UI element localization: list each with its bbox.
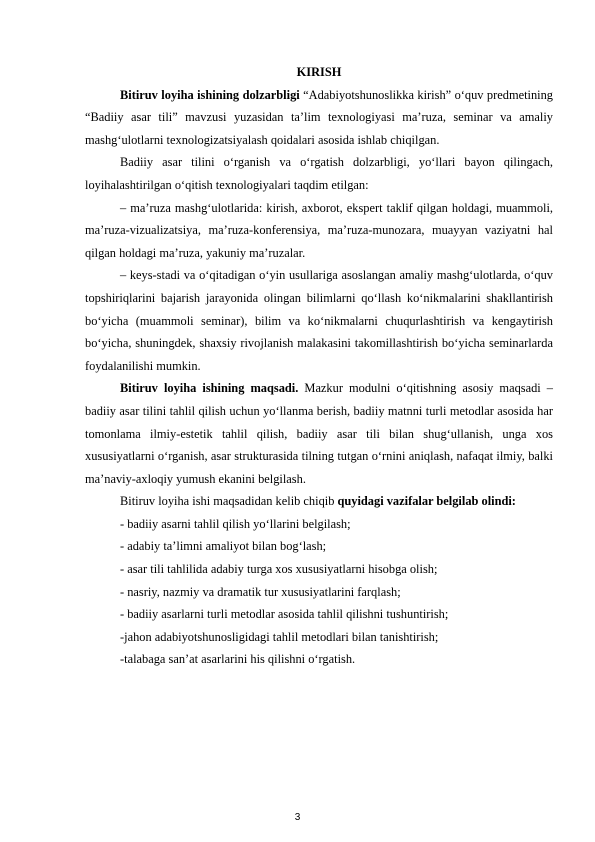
list-item: -talabaga san’at asarlarini his qilishni o‘rgatish.	[120, 652, 356, 667]
relevance-text: “Adabiyotshunoslikka kirish” o‘quv predmetining “Badiiy asar tili” mavzusi yuzasidan ta’lim texnologiyasi ma’ruza, seminar va amaliy mashg‘ulotlarni texnologizatsiyalash qoidalari asosida ishlab chiqilgan.	[85, 87, 553, 147]
paragraph-tasks-intro	[85, 490, 553, 513]
paragraph-lectures: – ma’ruza mashg‘ulotlarida: kirish, axborot, ekspert taklif qilgan holdagi, muammoli, ma’ruza-vizualizatsiya, ma’ruza-konferensiya, ma’ruza-munozara, muayyan vaziyatni hal qilgan holdagi ma’ruza, yakuniy ma’ruzalar.	[85, 200, 553, 260]
list-item: - nasriy, nazmiy va dramatik tur xususiyatlarini farqlash;	[120, 584, 401, 599]
paragraph-case-study: – keys-stadi va o‘qitadigan o‘yin usullariga asoslangan amaliy mashg‘ulotlarda, o‘quv topshiriqlarini bajarish jarayonida olingan bilimlarni qo‘llash ko‘nikmalarini shakllantirish bo‘yicha (muammoli seminar), bilim va ko‘nikmalarni chuqurlashtirish va kengaytirish bo‘yicha, shuningdek, shaxsiy rivojlanish malakasini takomillashtirish bo‘yicha seminarlarda foydalanilishi mumkin.	[85, 268, 553, 373]
list-item: - asar tili tahlilida adabiy turga xos xususiyatlarni hisobga olish;	[120, 562, 438, 577]
paragraph-goal	[85, 377, 553, 490]
goal-text: Mazkur modulni o‘qitishning asosiy maqsadi – badiiy asar tilini tahlil qilish uchun yo‘llanma berish, badiiy matnni turli metodlar asosida har tomonlama ilmiy-estetik tahlil qilish, badiiy asar tili bilan shug‘ullanish, unga xos xususiyatlarni o‘rganish, asar strukturasida tilning tutgan o‘rnini aniqlash, nafaqat ilmiy, balki ma’naviy-axloqiy yumush ekanini belgilash.	[85, 381, 553, 486]
goal-heading: Bitiruv loyiha ishining maqsadi.	[120, 381, 299, 396]
tasks-intro-bold: quyidagi vazifalar belgilab olindi:	[337, 494, 516, 509]
document-body	[85, 61, 553, 671]
list-item: - badiiy asarlarni turli metodlar asosida tahlil qilishni tushuntirish;	[120, 607, 449, 622]
relevance-heading: Bitiruv loyiha ishining dolzarbligi	[120, 87, 300, 102]
page-title: KIRISH	[296, 65, 342, 79]
paragraph-technologies-intro: Badiiy asar tilini o‘rganish va o‘rgatish dolzarbligi, yo‘llari bayon qilingach, loyihalashtirilgan o‘qitish texnologiyalari taqdim etilgan:	[85, 155, 553, 192]
list-item: - adabiy ta’limni amaliyot bilan bog‘lash;	[120, 539, 327, 554]
list-item: -jahon adabiyotshunosligidagi tahlil metodlari bilan tanishtirish;	[120, 629, 439, 644]
list-item: - badiiy asarni tahlil qilish yo‘llarini belgilash;	[120, 516, 351, 531]
tasks-intro-text: Bitiruv loyiha ishi maqsadidan kelib chiqib	[120, 494, 338, 509]
paragraph-relevance	[85, 84, 553, 152]
page-number: 3	[294, 812, 301, 823]
